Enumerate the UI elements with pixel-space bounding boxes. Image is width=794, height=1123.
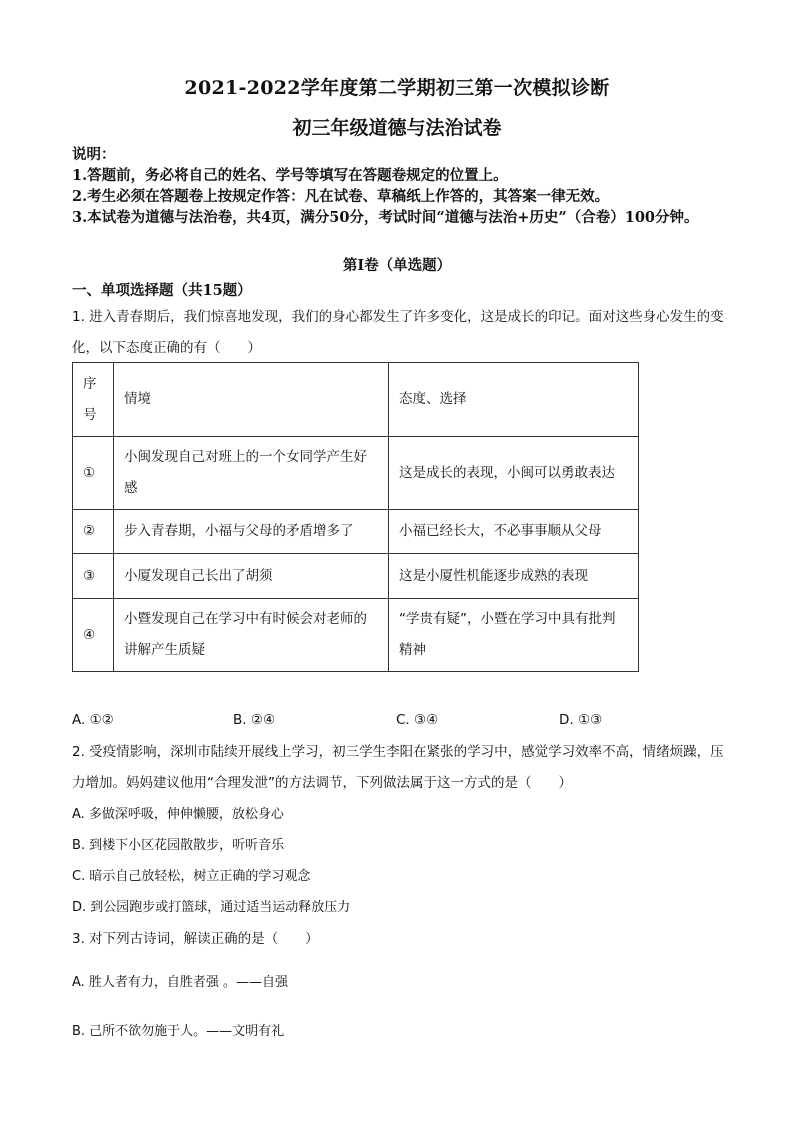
question-3-stem: 3. 对下列古诗词，解读正确的是（ ）: [72, 931, 319, 947]
table-cell: ④: [73, 599, 114, 672]
table-cell: “学贵有疑”，小暨在学习中具有批判精神: [389, 599, 639, 672]
section-title: 一、单项选择题（共15题）: [72, 282, 252, 299]
exam-title: 2021-2022学年度第二学期初三第一次模拟诊断: [184, 77, 610, 99]
table-row: [73, 554, 639, 599]
part-title: 第Ⅰ卷（单选题）: [342, 257, 452, 274]
table-cell: 小暨发现自己在学习中有时候会对老师的讲解产生质疑: [114, 599, 389, 672]
question-1-table: [72, 362, 639, 672]
option-d[interactable]: D. 到公园跑步或打篮球，通过适当运动释放压力: [72, 900, 351, 915]
option-c[interactable]: C. ③④: [396, 712, 439, 728]
instructions-label: 说明：: [72, 146, 116, 163]
table-cell: ②: [73, 510, 114, 554]
option-b[interactable]: B. 到楼下小区花园散散步，听听音乐: [72, 838, 285, 853]
instruction-item: 1.答题前，务必将自己的姓名、学号等填写在答题卷规定的位置上。: [72, 167, 508, 184]
table-header-cell: 情境: [114, 363, 389, 437]
table-cell: 步入青春期，小福与父母的矛盾增多了: [114, 510, 389, 554]
question-2-options: [72, 799, 732, 923]
table-row: [73, 437, 639, 510]
question-1-stem: 1. 进入青春期后，我们惊喜地发现，我们的身心都发生了许多变化，这是成长的印记。面对这些身心发生的变化，以下态度正确的有（ ）: [72, 309, 724, 356]
exam-subtitle: 初三年级道德与法治试卷: [292, 117, 502, 139]
table-cell: 这是成长的表现，小闽可以勇敢表达: [389, 437, 639, 510]
table-cell: 小闽发现自己对班上的一个女同学产生好感: [114, 437, 389, 510]
table-cell: 这是小厦性机能逐步成熟的表现: [389, 554, 639, 599]
table-row: [73, 510, 639, 554]
instructions: [72, 144, 732, 228]
option-b[interactable]: B. 己所不欲勿施于人。——文明有礼: [72, 1024, 285, 1039]
question-1-options: [72, 705, 732, 735]
table-cell: ①: [73, 437, 114, 510]
table-header-row: [73, 363, 639, 437]
table-header-cell: 序号: [73, 363, 114, 437]
option-a[interactable]: A. 胜人者有力，自胜者强 。——自强: [72, 975, 289, 990]
table-header-cell: 态度、选择: [389, 363, 639, 437]
table-cell: 小厦发现自己长出了胡须: [114, 554, 389, 599]
table-cell: ③: [73, 554, 114, 599]
option-b[interactable]: B. ②④: [233, 712, 276, 728]
instruction-item: 3.本试卷为道德与法治卷，共4页，满分50分，考试时间“道德与法治+历史”（合卷）100分钟。: [72, 209, 699, 226]
question-2-stem: 2. 受疫情影响，深圳市陆续开展线上学习，初三学生李阳在紧张的学习中，感觉学习效率不高，情绪烦躁，压力增加。妈妈建议他用“合理发泄”的方法调节，下列做法属于这一方式的是（ ）: [72, 744, 724, 791]
option-a[interactable]: A. ①②: [72, 712, 114, 728]
option-d[interactable]: D. ①③: [559, 712, 603, 728]
option-a[interactable]: A. 多做深呼吸，伸伸懒腰，放松身心: [72, 807, 284, 822]
instruction-item: 2.考生必须在答题卷上按规定作答：凡在试卷、草稿纸上作答的，其答案一律无效。: [72, 188, 610, 205]
option-c[interactable]: C. 暗示自己放轻松，树立正确的学习观念: [72, 869, 311, 884]
table-row: [73, 599, 639, 672]
table-cell: 小福已经长大，不必事事顺从父母: [389, 510, 639, 554]
question-3-options: [72, 958, 732, 1056]
